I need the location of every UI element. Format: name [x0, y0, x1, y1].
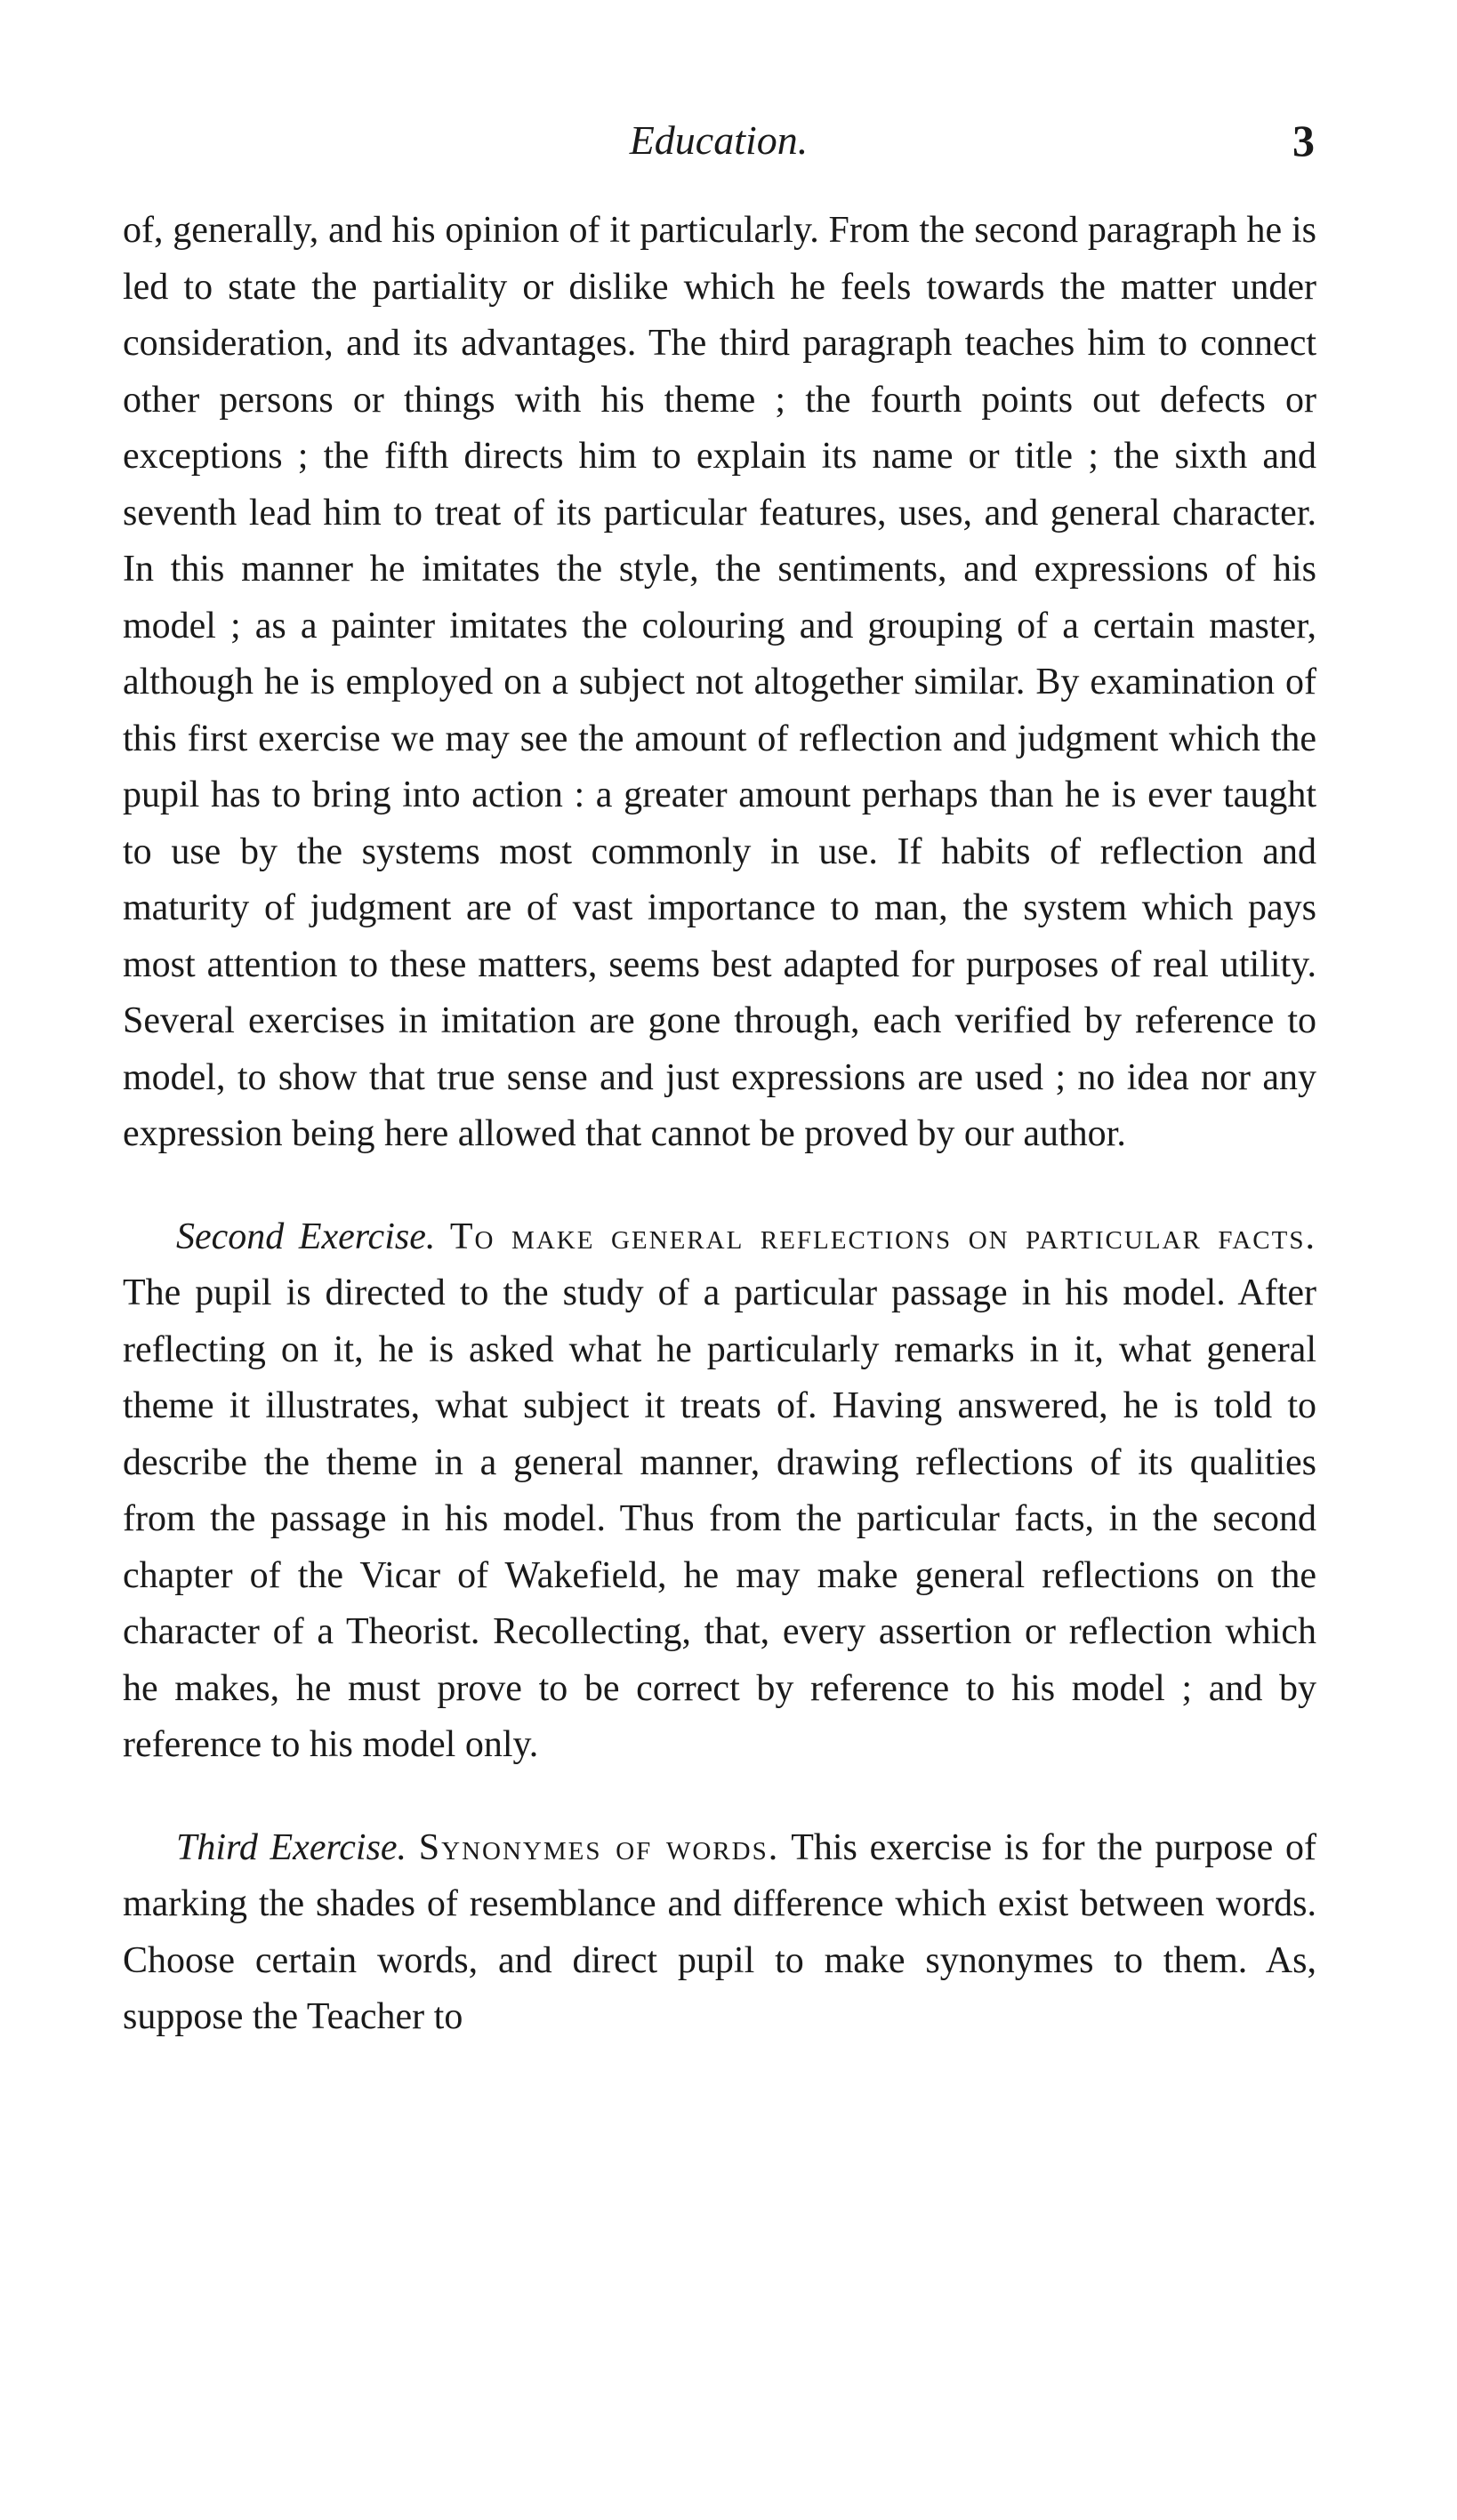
running-head: Education. [629, 117, 809, 163]
third-exercise-label: Third Exercise. [176, 1826, 407, 1868]
third-exercise-title: Synonymes of words. [418, 1826, 780, 1868]
paragraph-second-exercise [123, 1209, 1316, 1774]
paragraph-first-exercise-continued: of, generally, and his opinion of it particularly. From the second paragraph he is led to state the partiality or dislike which he feels towards the matter under consideration, and its advantages. The third paragraph teaches him to connect other persons or things with his theme ; the fourth points out defects or exceptions ; the fifth directs him to explain its name or title ; the sixth and seventh lead him to treat of its particular features, uses, and general character. In this manner he imitates the style, the sentiments, and expressions of his model ; as a painter imitates the colouring and grouping of a certain master, although he is employed on a subject not altogether similar. By examination of this first exercise we may see the amount of reflection and judgment which the pupil has to bring into action : a greater amount perhaps than he is ever taught to use by the systems most commonly in use. If habits of reflection and maturity of judgment are of vast importance to man, the system which pays most attention to these matters, seems best adapted for purposes of real utility. Several exercises in imitation are gone through, each verified by reference to model, to show that true sense and just expressions are used ; no idea nor any expression being here allowed that cannot be proved by our author. [123, 210, 1316, 1154]
paragraph-third-exercise [123, 1820, 1316, 2046]
second-exercise-title: To make general reflections on particular facts. [449, 1216, 1316, 1257]
page-number: 3 [1292, 116, 1315, 165]
second-exercise-label: Second Exercise. [176, 1216, 436, 1257]
page-header [123, 114, 1315, 167]
second-exercise-text: The pupil is directed to the study of a particular passage in his model. After reflecting on it, he is asked what he particularly remarks in it, what general theme it illustrates, what subject it treats of. Having answered, he is told to describe the theme in a general manner, drawing reflections of its qualities from the passage in his model. Thus from the particular facts, in the second chapter of the Vicar of Wakefield, he may make general reflections on the character of a Theorist. Recollecting, that, every assertion or reflection which he makes, he must prove to be correct by reference to his model ; and by reference to his model only. [123, 1272, 1316, 1765]
body-text [123, 203, 1316, 2046]
third-exercise-text: This exercise is for the purpose of marking the shades of resemblance and difference which exist between words. Choose certain words, and direct pupil to make synonymes to them. As, suppose the Teacher to [123, 1826, 1316, 2037]
